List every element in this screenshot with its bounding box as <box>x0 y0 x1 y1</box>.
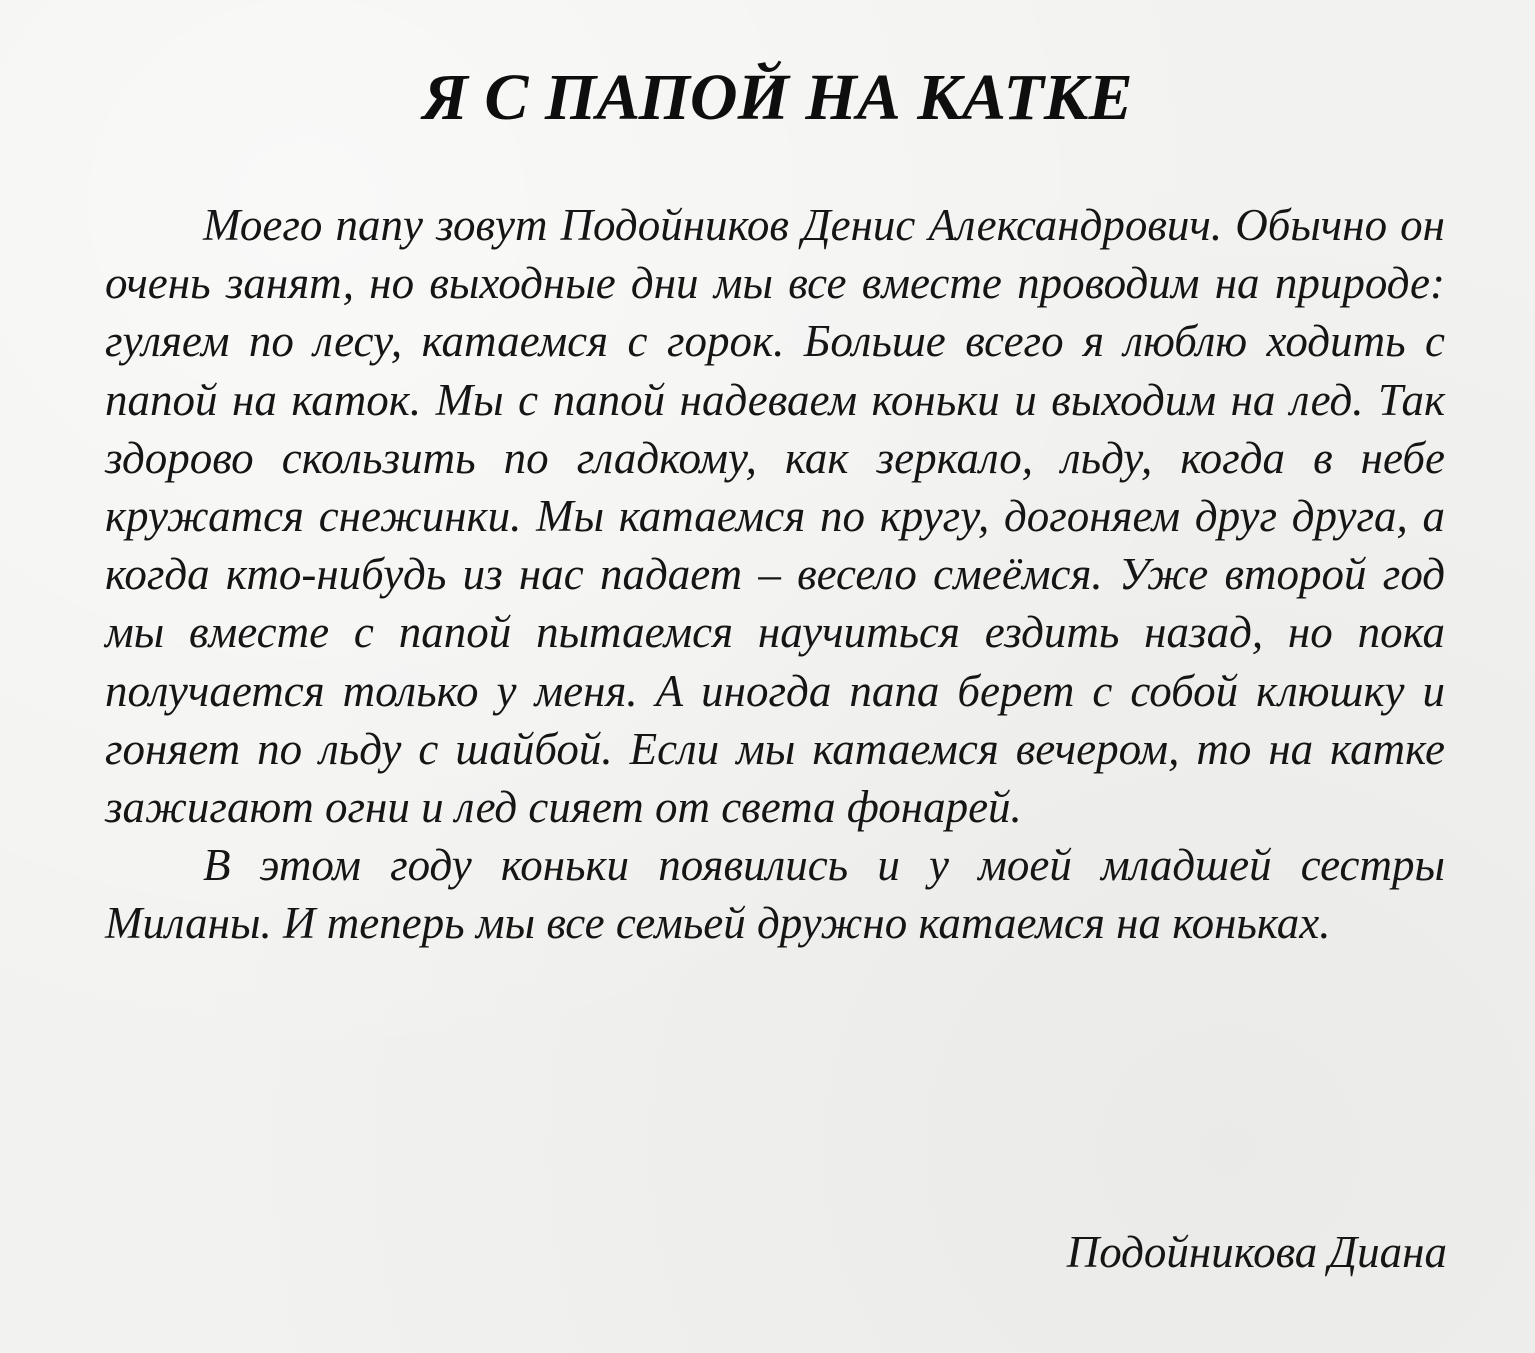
paragraph-1: Моего папу зовут Подойников Денис Александрович. Обычно он очень занят, но выходные дни мы все вместе проводим на природе: гуляем по лесу, катаемся с горок. Больше всего я люблю ходить с папой на каток. Мы с папой надеваем коньки и выходим на лед. Так здорово скользить по гладкому, как зеркало, льду, когда в небе кружатся снежинки. Мы катаемся по кругу, догоняем друг друга, а когда кто-нибудь из нас падает – весело смеёмся. Уже второй год мы вместе с папой пытаемся научиться ездить назад, но пока получается только у меня. А иногда папа берет с собой клюшку и гоняет по льду с шайбой. Если мы катаемся вечером, то на катке зажигают огни и лед сияет от света фонарей. <box>105 200 1445 833</box>
page-title: Я С ПАПОЙ НА КАТКЕ <box>422 61 1133 134</box>
essay-body <box>105 196 1445 953</box>
paragraph-2: В этом году коньки появились и у моей младшей сестры Миланы. И теперь мы все семьей дружно катаемся на коньках. <box>105 840 1445 949</box>
author-signature: Подойникова Диана <box>1066 1227 1447 1277</box>
